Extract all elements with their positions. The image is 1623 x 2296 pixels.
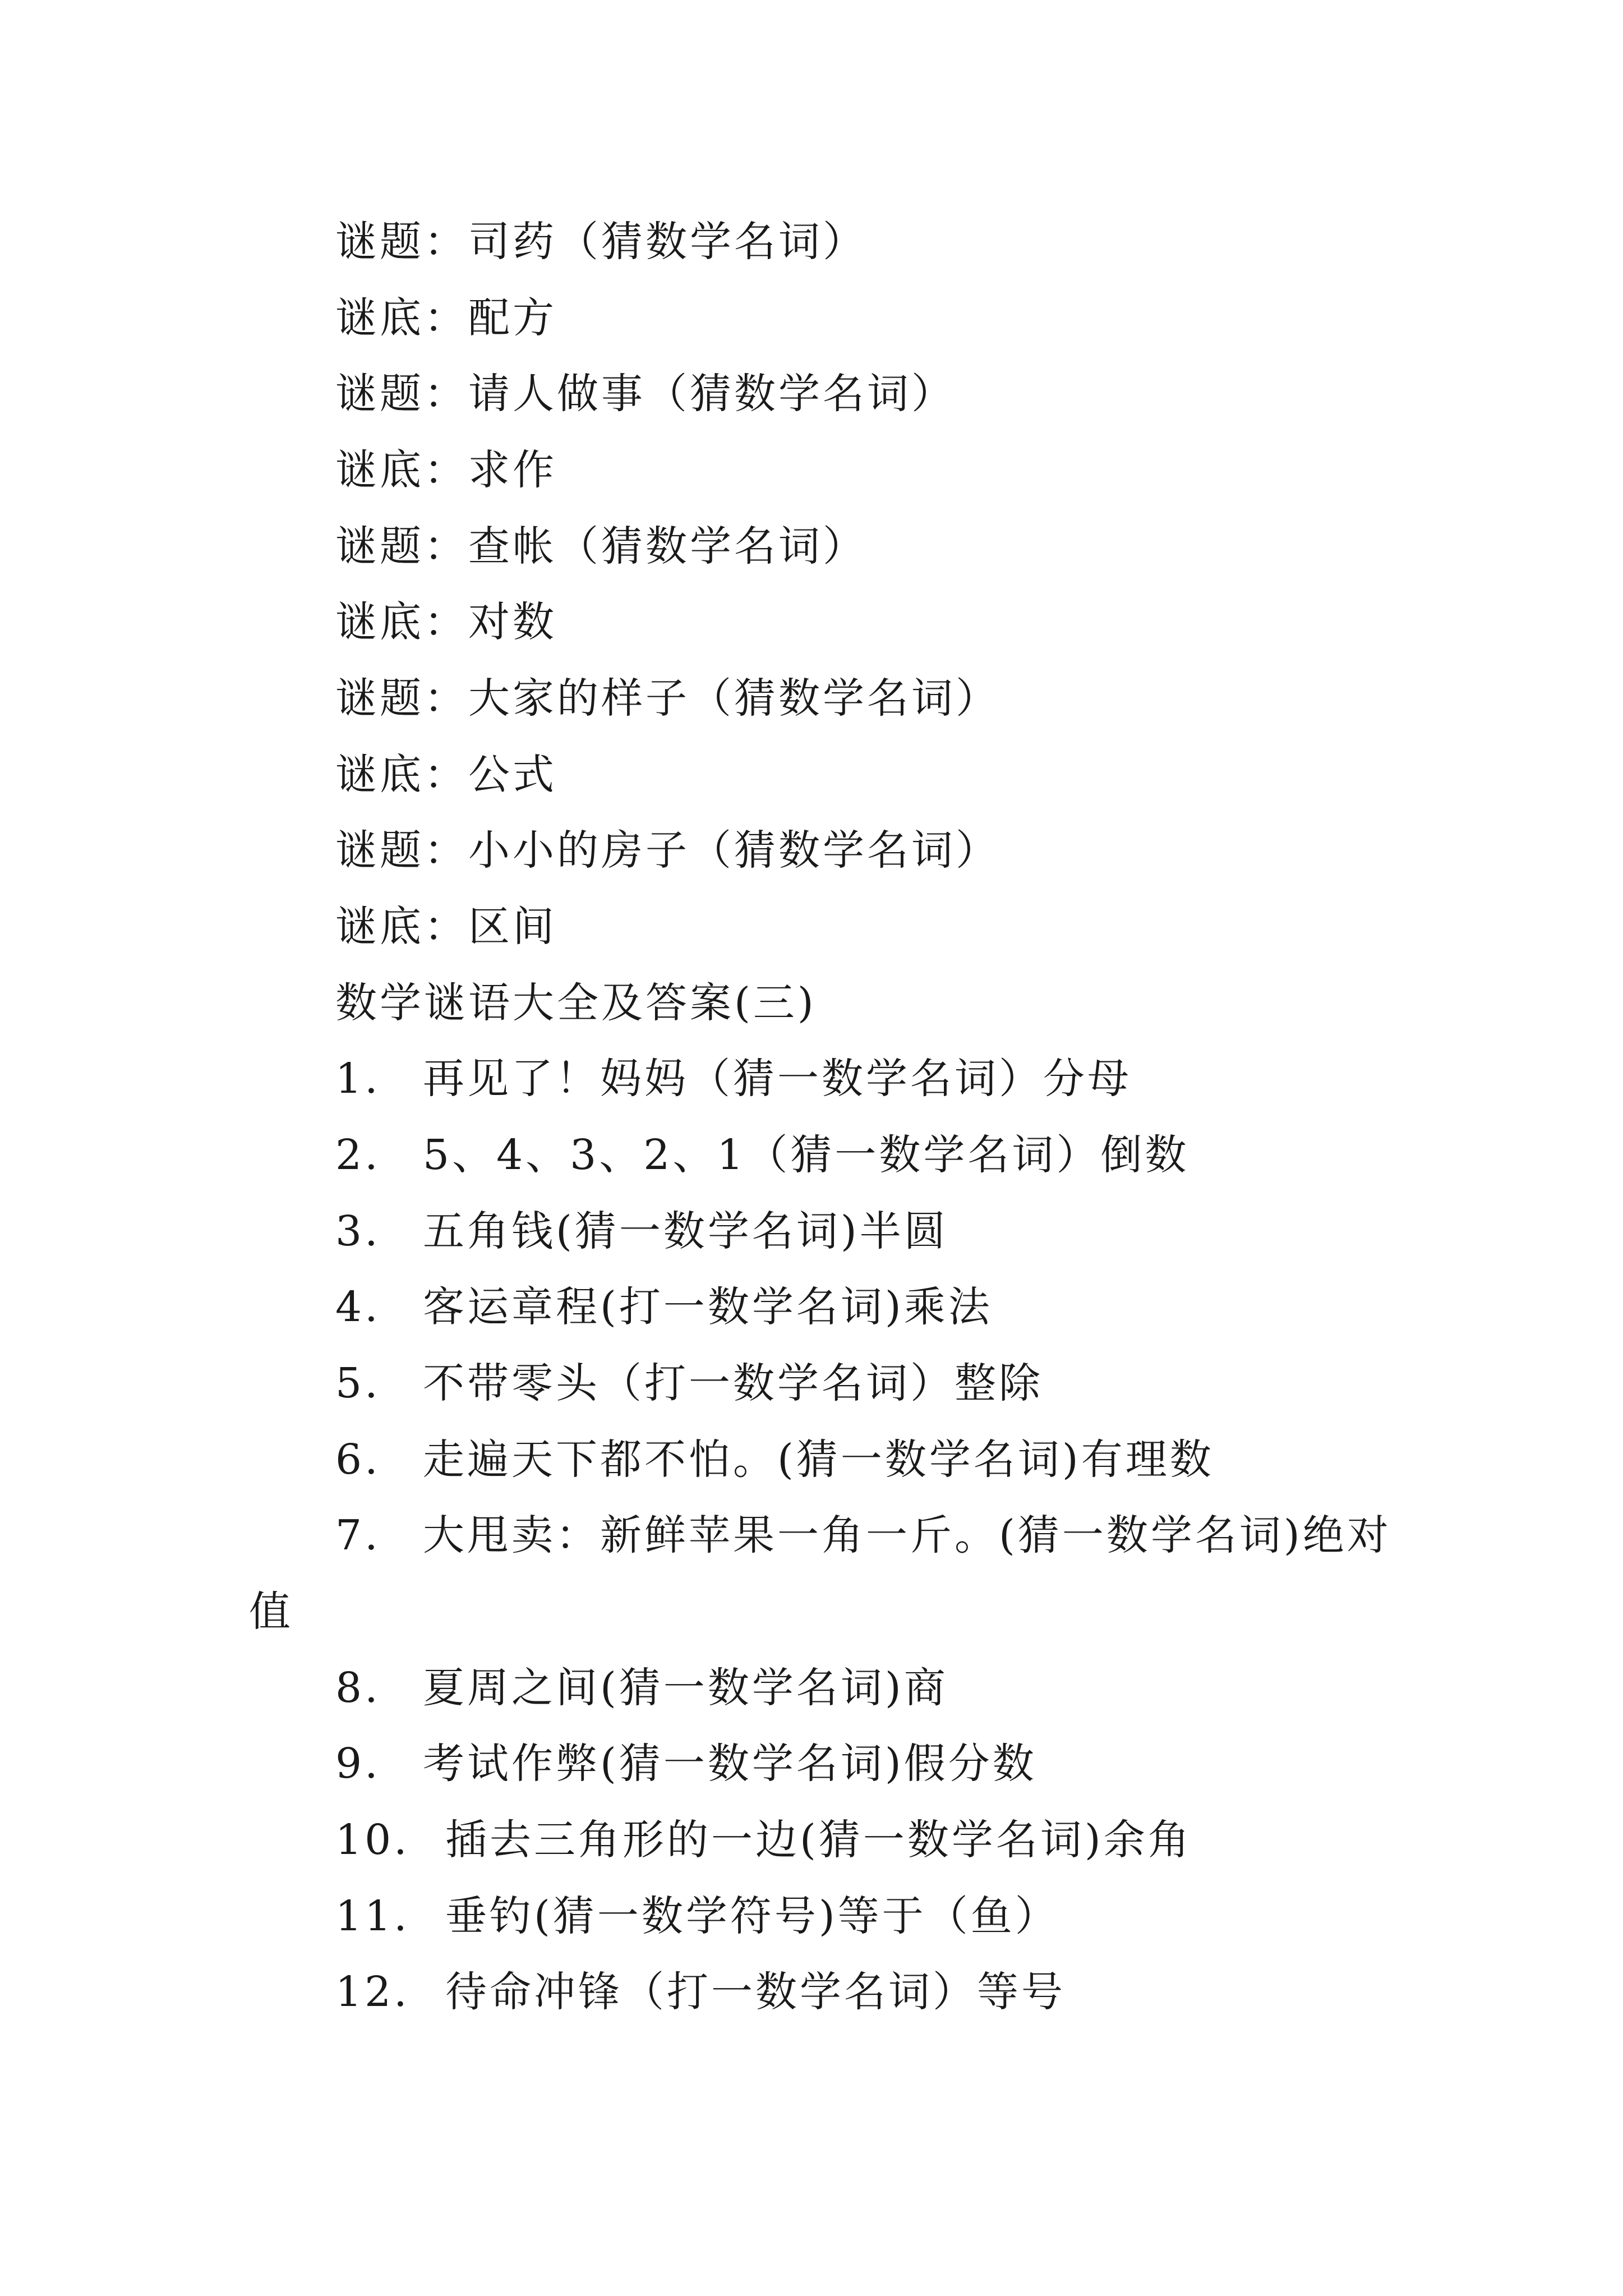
riddle-question-1: 谜题：司药（猜数学名词） xyxy=(335,218,867,266)
item-text: 5、4、3、2、1（猜一数学名词）倒数 xyxy=(423,1131,1189,1179)
item-number: 3. xyxy=(335,1207,381,1255)
item-text: 待命冲锋（打一数学名词）等号 xyxy=(445,1968,1066,2016)
list-item xyxy=(335,1507,1391,1563)
item-text: 垂钓(猜一数学符号)等于（鱼） xyxy=(445,1892,1059,1940)
list-item xyxy=(335,1203,948,1259)
item-text: 五角钱(猜一数学名词)半圆 xyxy=(423,1207,948,1255)
list-item xyxy=(335,1279,993,1335)
section-heading: 数学谜语大全及答案(三) xyxy=(335,979,817,1027)
item-number: 10. xyxy=(335,1816,410,1864)
riddle-answer-1: 谜底：配方 xyxy=(335,294,557,342)
item-text: 不带零头（打一数学名词）整除 xyxy=(423,1359,1043,1407)
riddle-answer-3: 谜底：对数 xyxy=(335,598,557,646)
item-text: 客运章程(打一数学名词)乘法 xyxy=(423,1283,993,1331)
item-continuation: 值 xyxy=(249,1588,293,1636)
item-text: 考试作弊(猜一数学名词)假分数 xyxy=(423,1740,1037,1788)
list-item xyxy=(335,1051,1132,1107)
item-number: 9. xyxy=(335,1740,381,1788)
item-number: 8. xyxy=(335,1664,381,1712)
riddle-answer-4: 谜底：公式 xyxy=(335,751,557,799)
item-number: 12. xyxy=(335,1968,410,2016)
riddle-question-5: 谜题：小小的房子（猜数学名词） xyxy=(335,826,1000,875)
riddle-answer-5: 谜底：区间 xyxy=(335,903,557,951)
riddle-answer-2: 谜底：求作 xyxy=(335,446,557,494)
list-item xyxy=(335,1736,1037,1792)
riddle-question-2: 谜题：请人做事（猜数学名词） xyxy=(335,370,956,418)
list-item xyxy=(335,1127,1189,1183)
riddle-question-4: 谜题：大家的样子（猜数学名词） xyxy=(335,674,1000,723)
item-number: 7. xyxy=(335,1511,381,1559)
item-text: 再见了！妈妈（猜一数学名词）分母 xyxy=(423,1055,1132,1103)
item-text: 大甩卖：新鲜苹果一角一斤。(猜一数学名词)绝对 xyxy=(423,1511,1391,1559)
item-number: 1. xyxy=(335,1055,381,1103)
item-number: 11. xyxy=(335,1892,410,1940)
list-item xyxy=(335,1432,1214,1488)
item-number: 5. xyxy=(335,1359,381,1407)
item-number: 6. xyxy=(335,1435,381,1484)
item-text: 夏周之间(猜一数学名词)商 xyxy=(423,1664,948,1712)
riddle-question-3: 谜题：查帐（猜数学名词） xyxy=(335,522,867,570)
list-item xyxy=(335,1888,1059,1944)
list-item xyxy=(335,1660,948,1716)
item-text: 插去三角形的一边(猜一数学名词)余角 xyxy=(445,1816,1192,1864)
list-item xyxy=(335,1964,1066,2020)
item-text: 走遍天下都不怕。(猜一数学名词)有理数 xyxy=(423,1435,1214,1484)
list-item xyxy=(335,1812,1192,1868)
item-number: 4. xyxy=(335,1283,381,1331)
list-item xyxy=(335,1355,1043,1411)
item-number: 2. xyxy=(335,1131,381,1179)
